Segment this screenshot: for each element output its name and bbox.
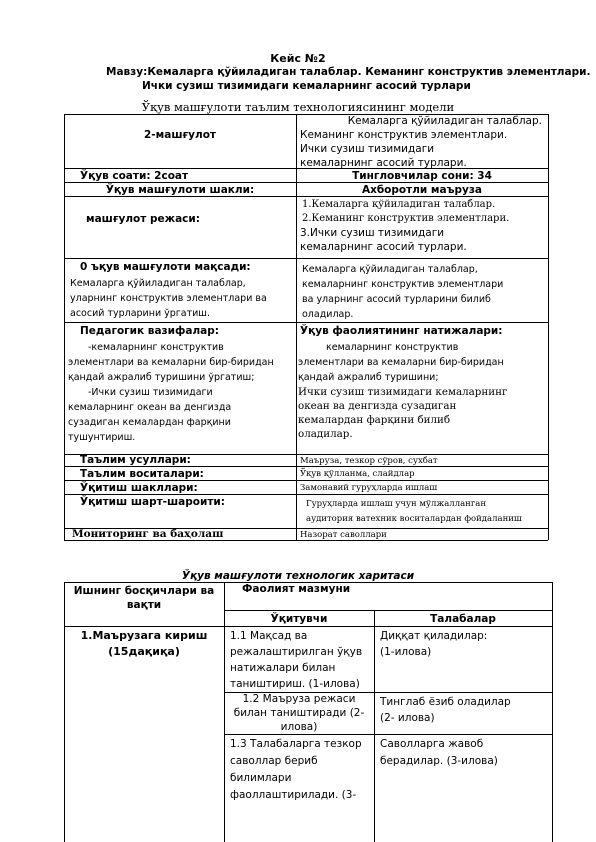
row3-teacher: 1.3 Талабаларга тезкор саволлар бериб билимлари фаоллаштирилади. (3- [230,738,362,801]
monitoring-label: Мониторинг ва баҳолаш [72,528,224,540]
row1-teacher: 1.1 Мақсад ва режалаштирилган ўқув натижалари билан таништириш. (1-илова) [230,630,363,690]
results-text-2: Ички сузиш тизимидаги кемаларнинг океан ва денгизда сузадиган кемалардан фарқини билиб оладилар. [298,386,508,440]
form-value: Ахборотли маъруза [361,184,483,196]
row2-teacher: 1.2 Маъруза режаси билан таништиради (2- илова) [233,693,365,733]
goal-text: Кемаларга қўйиладиган талаблар, уларнинг конструктив элементлари ва асосий турларини ўргатиш. [70,278,267,319]
stage-1: 1.Маърузага кириш (15дақиқа) [80,629,208,658]
results-text: кемаларнинг конструктив элементлари ва кемаларни бир-биридан қандай ажралиб туришини; [298,342,504,383]
form-label: Ўқув машғулоти шакли: [105,184,255,196]
hours-label: Ўқув соати: 2соат [80,170,189,182]
students-label: Тингловчилар сони: 34 [352,170,492,182]
conditions-label: Ўқитиш шарт-шароити: [80,496,225,508]
col-content-header: Фаолият мазмуни [242,583,351,595]
lesson-number: 2-машғулот [143,129,217,141]
col-stages-header: Ишнинг босқичлари ва вақти [73,585,215,611]
map-title: Ўқув машғулоти технологик харитаси [181,570,415,582]
goal-label: 0 ъқув машғулоти мақсади: [80,261,251,273]
forms-value: Замонавий гуруҳларда ишлаш [300,483,438,493]
tasks-text: -кемаларнинг конструктив элементлари ва кемаларни бир-биридан қандай ажралиб туришини ўргатиш; -Ички сузиш тизимидаги кемаларнинг океан ва денгизда сузадиган кемалардан фарқини тушунтириш. [68,342,274,443]
conditions-value: Гуруҳларда ишлаш учун мўлжалланган аудитория ватехник воситалардан фойдаланиш [306,499,522,524]
plan-items-cont: 3.Ички сузиш тизимидаги кемаларнинг асосий турлари. [300,227,467,253]
tools-value: Ўқув қўлланма, слайдлар [300,469,415,479]
col-students-header: Талабалар [430,613,496,625]
col-teacher-header: Ўқитувчи [270,613,328,625]
plan-label: машғулот режаси: [86,213,200,225]
row2-students: Тинглаб ёзиб оладилар (2- илова) [380,696,511,724]
goal-results: Кемаларга қўйиладиган талаблар, кемаларнинг конструктив элементлари ва уларнинг асосий турларини билиб оладилар. [302,264,504,320]
lesson-topic: Кемаларга қўйиладиган талаблар. Кеманинг конструктив элементлари. Ички сузиш тизимидаги кемаларнинг асосий турлари. [300,115,542,169]
row1-students: Диққат қиладилар: (1-илова) [380,630,488,658]
plan-items: 1.Кемаларга қўйиладиган талаблар. 2.Кеманинг конструктив элементлари. [302,199,510,224]
results-label: Ўқув фаолиятининг натижалари: [300,325,503,337]
tasks-label: Педагогик вазифалар: [80,325,219,337]
case-title: Кейс №2 [270,52,326,65]
methods-label: Таълим усуллари: [80,454,191,466]
topic-line-2: Ички сузиш тизимидаги кемаларнинг асосий турлари [142,80,471,92]
methods-value: Маъруза, тезкор сўров, сухбат [300,456,438,466]
tools-label: Таълим воситалари: [80,468,204,480]
row3-students: Саволларга жавоб берадилар. (3-илова) [380,738,498,767]
forms-label: Ўқитиш шакллари: [80,482,198,494]
model-title: Ўқув машғулоти таълим технологиясининг модели [141,100,455,114]
topic-line-1: Мавзу:Кемаларга қўйиладиган талаблар. Кеманинг конструктив элементлари. [106,66,591,78]
monitoring-value: Назорат саволлари [300,530,387,540]
